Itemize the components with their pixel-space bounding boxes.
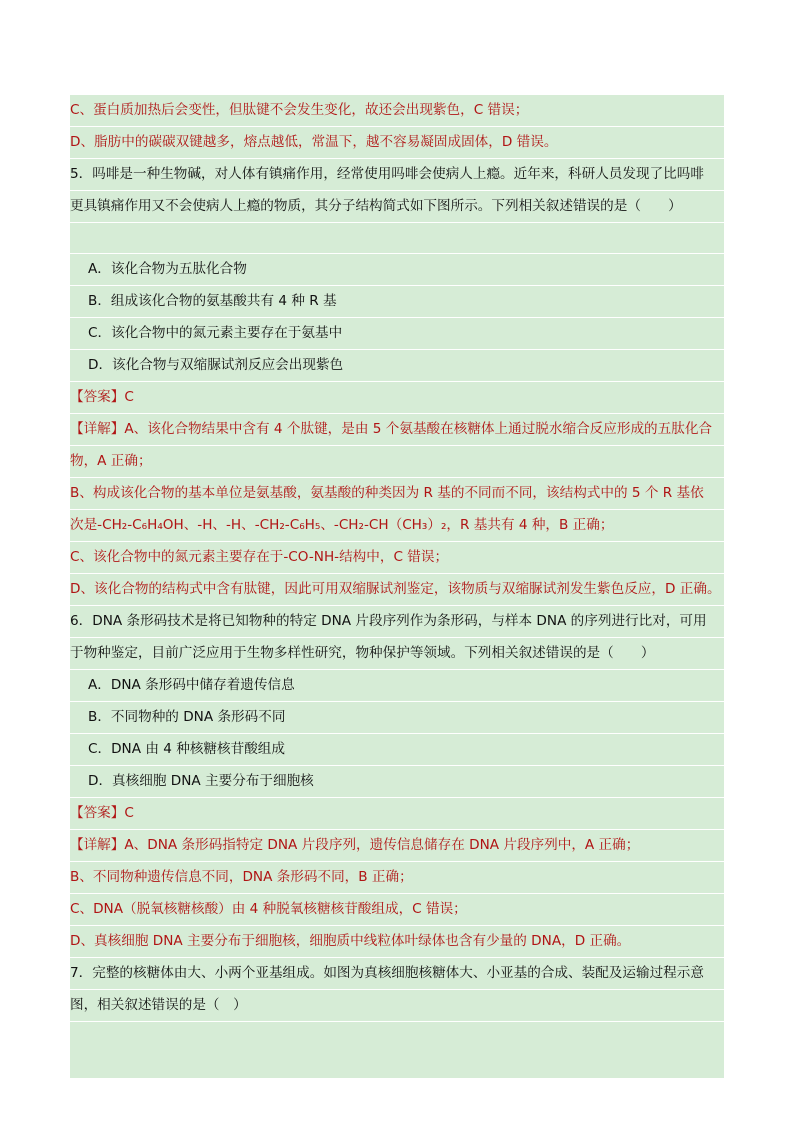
- option-line: A．该化合物为五肽化合物: [70, 253, 724, 285]
- answer-text-line: B、构成该化合物的基本单位是氨基酸，氨基酸的种类因为 R 基的不同而不同，该结构式中的 5 个 R 基依: [70, 477, 724, 509]
- question-text-line: 5．吗啡是一种生物碱，对人体有镇痛作用，经常使用吗啡会使病人上瘾。近年来，科研人员发现了比吗啡: [70, 158, 724, 190]
- answer-text-line: D、真核细胞 DNA 主要分布于细胞核，细胞质中线粒体叶绿体也含有少量的 DNA，D 正确。: [70, 925, 724, 957]
- option-line: A．DNA 条形码中储存着遗传信息: [70, 669, 724, 701]
- option-line: B．组成该化合物的氨基酸共有 4 种 R 基: [70, 285, 724, 317]
- question-text-line: 更具镇痛作用又不会使病人上瘾的物质，其分子结构简式如下图所示。下列相关叙述错误的是（ ）: [70, 190, 724, 222]
- answer-text-line: 次是-CH₂-C₆H₄OH、-H、-H、-CH₂-C₆H₅、-CH₂-CH（CH₃）₂，R 基共有 4 种，B 正确；: [70, 509, 724, 541]
- answer-text-line: D、脂肪中的碳碳双键越多，熔点越低，常温下，越不容易凝固成固体，D 错误。: [70, 126, 724, 158]
- option-line: C．DNA 由 4 种核糖核苷酸组成: [70, 733, 724, 765]
- answer-text-line: 【详解】A、该化合物结果中含有 4 个肽键，是由 5 个氨基酸在核糖体上通过脱水缩合反应形成的五肽化合: [70, 413, 724, 445]
- answer-text-line: 【答案】C: [70, 381, 724, 413]
- answer-text-line: C、蛋白质加热后会变性，但肽键不会发生变化，故还会出现紫色，C 错误；: [70, 95, 724, 126]
- answer-text-line: C、该化合物中的氮元素主要存在于-CO-NH-结构中，C 错误；: [70, 541, 724, 573]
- answer-text-line: 【详解】A、DNA 条形码指特定 DNA 片段序列，遗传信息储存在 DNA 片段序列中，A 正确；: [70, 829, 724, 861]
- document-page: [70, 95, 724, 1078]
- question-text-line: 7．完整的核糖体由大、小两个亚基组成。如图为真核细胞核糖体大、小亚基的合成、装配及运输过程示意: [70, 957, 724, 989]
- question-text-line: 6．DNA 条形码技术是将已知物种的特定 DNA 片段序列作为条形码，与样本 DNA 的序列进行比对，可用: [70, 605, 724, 637]
- option-line: D．该化合物与双缩脲试剂反应会出现紫色: [70, 349, 724, 381]
- answer-text-line: 物，A 正确；: [70, 445, 724, 477]
- option-line: B．不同物种的 DNA 条形码不同: [70, 701, 724, 733]
- answer-text-line: 【答案】C: [70, 797, 724, 829]
- blank-figure-area: [70, 1021, 724, 1078]
- answer-text-line: C、DNA（脱氧核糖核酸）由 4 种脱氧核糖核苷酸组成，C 错误；: [70, 893, 724, 925]
- answer-text-line: B、不同物种遗传信息不同，DNA 条形码不同，B 正确；: [70, 861, 724, 893]
- question-text-line: 于物种鉴定，目前广泛应用于生物多样性研究，物种保护等领域。下列相关叙述错误的是（ ）: [70, 637, 724, 669]
- option-line: C．该化合物中的氮元素主要存在于氨基中: [70, 317, 724, 349]
- answer-text-line: D、该化合物的结构式中含有肽键，因此可用双缩脲试剂鉴定，该物质与双缩脲试剂发生紫色反应，D 正确。: [70, 573, 724, 605]
- question-text-line: 图，相关叙述错误的是（ ）: [70, 989, 724, 1021]
- blank-line: [70, 222, 724, 253]
- option-line: D．真核细胞 DNA 主要分布于细胞核: [70, 765, 724, 797]
